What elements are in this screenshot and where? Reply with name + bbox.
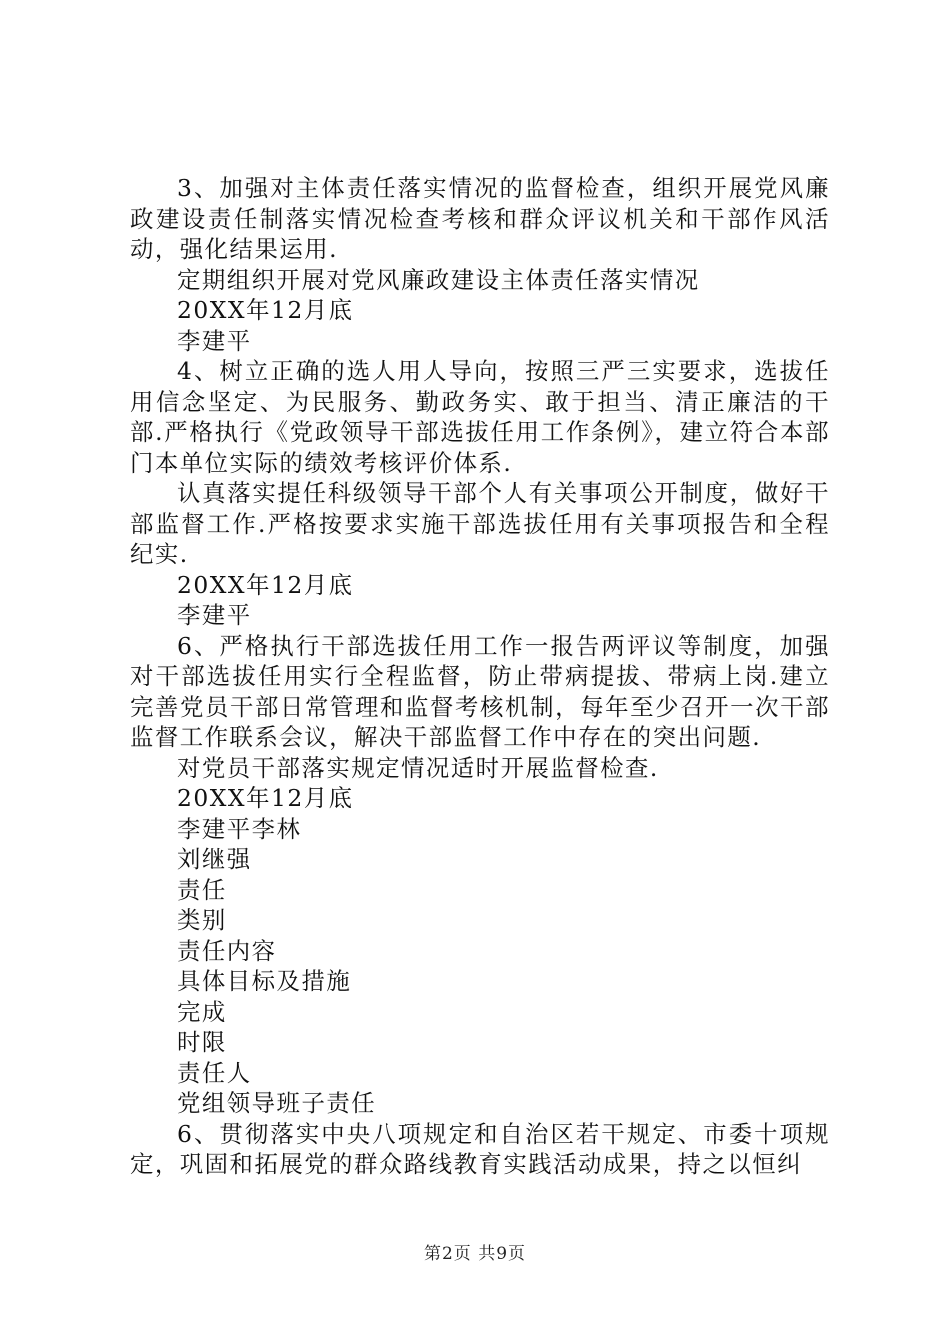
text-line-inspection: 对党员干部落实规定情况适时开展监督检查. [177,753,659,782]
text-line-check-plan: 定期组织开展对党风廉政建设主体责任落实情况 [177,265,700,294]
table-header-line: 责任 [177,875,227,904]
table-header-line: 完成 [177,997,227,1026]
deadline-line: 20XX年12月底 [177,296,354,324]
paragraph-supervision: 认真落实提任科级领导干部个人有关事项公开制度，做好干部监督工作.严格按要求实施干部选拔任用有关事项报告和全程纪实. [130,479,830,568]
responsible-person-line: 李建平 [177,326,252,355]
document-body [130,173,830,1180]
section-heading-line: 党组领导班子责任 [177,1089,377,1117]
deadline-line: 20XX年12月底 [177,570,354,599]
table-header-line: 责任内容 [177,936,277,965]
table-header-line: 具体目标及措施 [177,967,352,995]
responsible-person-line: 刘继强 [177,845,252,873]
table-header-line: 类别 [177,906,227,934]
responsible-person-line: 李建平 [177,601,252,629]
paragraph-item-3: 3、加强对主体责任落实情况的监督检查，组织开展党风廉政建设责任制落实情况检查考核和群众评议机关和干部作风活动，强化结果运用. [130,174,830,263]
table-header-line: 责任人 [177,1058,252,1087]
paragraph-item-6: 6、严格执行干部选拔任用工作一报告两评议等制度，加强对干部选拔任用实行全程监督，防止带病提拔、带病上岗.建立完善党员干部日常管理和监督考核机制，每年至少召开一次干部监督工作联系会议，解决干部监督工作中存在的突出问题. [130,631,830,751]
responsible-person-line: 李建平李林 [177,814,302,843]
paragraph-item-6-continued: 6、贯彻落实中央八项规定和自治区若干规定、市委十项规定，巩固和拓展党的群众路线教育实践活动成果，持之以恒纠 [130,1119,830,1178]
deadline-line: 20XX年12月底 [177,784,354,812]
paragraph-item-4: 4、树立正确的选人用人导向，按照三严三实要求，选拔任用信念坚定、为民服务、勤政务实、敢于担当、清正廉洁的干部.严格执行《党政领导干部选拔任用工作条例》，建立符合本部门本单位实际的绩效考核评价体系. [130,357,830,477]
page-footer: 第2页 共9页 [423,1244,527,1264]
table-header-line: 时限 [177,1028,227,1056]
